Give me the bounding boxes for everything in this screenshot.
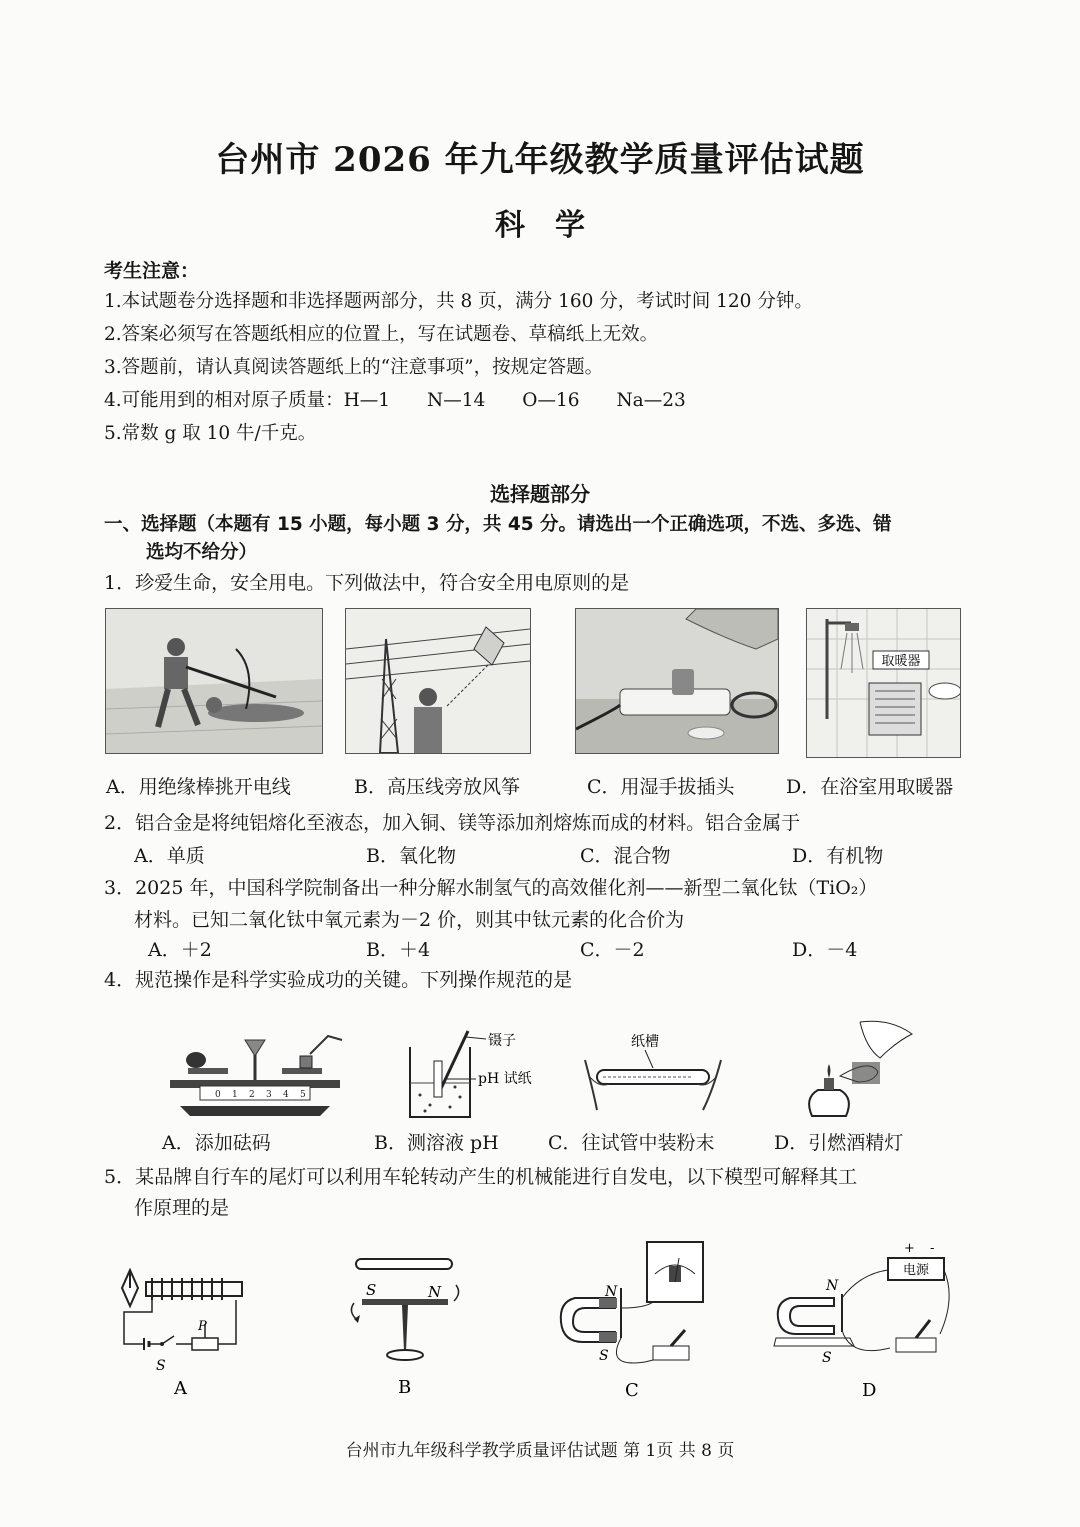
- q1-stem: 1．珍爱生命，安全用电。下列做法中，符合安全用电原则的是: [104, 572, 630, 594]
- notice-heading: 考生注意：: [104, 260, 200, 282]
- q3-stem-line2: 材料。已知二氧化钛中氧元素为－2 价，则其中钛元素的化合价为: [134, 909, 685, 931]
- paper-trough-label: 纸槽: [631, 1034, 659, 1050]
- notice-item-1: 1.本试题卷分选择题和非选择题两部分，共 8 页，满分 160 分，考试时间 120 分钟。: [104, 291, 813, 312]
- q5-d-power-label: 电源: [902, 1263, 930, 1278]
- q5-d-s-label: S: [822, 1350, 832, 1366]
- q3-option-d: D．－4: [792, 939, 858, 961]
- q2-option-d: D．有机物: [792, 845, 884, 867]
- q2-stem: 2．铝合金是将纯铝熔化至液态，加入铜、镁等添加剂熔炼而成的材料。铝合金属于: [104, 812, 801, 834]
- q5-figure-d-label: D: [862, 1380, 877, 1401]
- q5-c-n-label: N: [605, 1284, 618, 1300]
- q4-figure-c-tube: [583, 1030, 723, 1120]
- q3-option-a: A．＋2: [148, 939, 212, 961]
- q5-b-n-label: N: [428, 1283, 442, 1301]
- q5-figure-b-label: B: [398, 1377, 412, 1398]
- scale-tick-2: 2: [249, 1090, 255, 1100]
- notice-item-2: 2.答案必须写在答题纸相应的位置上，写在试题卷、草稿纸上无效。: [104, 324, 659, 345]
- q2-option-b: B．氧化物: [366, 845, 456, 867]
- q5-figure-c-label: C: [625, 1380, 639, 1401]
- notice-item-4: 4.可能用到的相对原子质量：H—1 N—14 O—16 Na—23: [104, 390, 686, 411]
- q1-option-d: D．在浴室用取暖器: [786, 776, 954, 798]
- q5-stem-line2: 作原理的是: [134, 1197, 230, 1219]
- q5-d-n-label: N: [826, 1278, 839, 1294]
- q3-stem-line1: 3．2025 年，中国科学院制备出一种分解水制氢气的高效催化剂——新型二氧化钛（TiO₂）: [104, 877, 878, 899]
- q5-c-s-label: S: [599, 1348, 609, 1364]
- page-title: 台州市 2026 年九年级教学质量评估试题: [215, 140, 865, 180]
- scale-tick-4: 4: [283, 1090, 289, 1100]
- q4-figure-b-ph: [400, 1025, 560, 1125]
- q3-option-c: C．－2: [580, 939, 645, 961]
- ph-paper-label: pH 试纸: [478, 1071, 532, 1087]
- q5-figure-b: [340, 1255, 470, 1400]
- q4-figure-d-lamp: [800, 1018, 920, 1122]
- q4-stem: 4．规范操作是科学实验成功的关键。下列操作规范的是: [104, 969, 573, 991]
- subject-title: 科 学: [495, 208, 585, 243]
- q1-option-c: C．用湿手拔插头: [587, 776, 735, 798]
- q5-d-minus-label: -: [930, 1241, 935, 1256]
- q1-figure-b: [345, 608, 531, 754]
- q5-b-s-label: S: [366, 1281, 377, 1299]
- q1-option-b: B．高压线旁放风筝: [354, 776, 520, 798]
- scale-tick-3: 3: [266, 1090, 272, 1100]
- scale-tick-1: 1: [232, 1090, 238, 1100]
- q4-option-b: B．测溶液 pH: [374, 1132, 499, 1154]
- q2-option-a: A．单质: [134, 845, 205, 867]
- q1-figure-c: [575, 608, 779, 754]
- q5-figure-d: [770, 1238, 960, 1403]
- q5-a-p-label: P: [198, 1319, 207, 1334]
- q5-figure-c: [555, 1238, 715, 1403]
- section-title: 选择题部分: [490, 482, 590, 506]
- q1-figure-d: [806, 608, 961, 758]
- tweezers-label: 镊子: [488, 1033, 516, 1049]
- q4-figure-a-balance: [160, 1030, 350, 1120]
- q5-stem-line1: 5．某品牌自行车的尾灯可以利用车轮转动产生的机械能进行自发电，以下模型可解释其工: [104, 1166, 858, 1188]
- q4-option-c: C．往试管中装粉末: [548, 1132, 715, 1154]
- q2-option-c: C．混合物: [580, 845, 671, 867]
- q5-figure-a-label: A: [174, 1378, 187, 1398]
- notice-item-5: 5.常数 g 取 10 牛/千克。: [104, 423, 317, 444]
- page-footer: 台州市九年级科学教学质量评估试题 第 1页 共 8 页: [345, 1441, 735, 1461]
- heater-label: 取暖器: [881, 654, 921, 669]
- scale-tick-0: 0: [215, 1090, 221, 1100]
- q5-d-plus-label: +: [904, 1241, 915, 1256]
- q1-figure-a: [105, 608, 323, 754]
- q1-option-a: A．用绝缘棒挑开电线: [106, 776, 291, 798]
- section-instruction-1: 一、选择题（本题有 15 小题，每小题 3 分，共 45 分。请选出一个正确选项，不选、多选、错: [104, 514, 892, 535]
- notice-item-3: 3.答题前，请认真阅读答题纸上的“注意事项”，按规定答题。: [104, 357, 604, 378]
- q4-option-d: D．引燃酒精灯: [774, 1132, 904, 1154]
- q3-option-b: B．＋4: [366, 939, 431, 961]
- q4-option-a: A．添加砝码: [162, 1132, 271, 1154]
- section-instruction-2: 选均不给分）: [146, 542, 258, 563]
- scale-tick-5: 5: [300, 1090, 306, 1100]
- q5-a-s-label: S: [156, 1358, 166, 1374]
- q5-figure-a: [112, 1268, 252, 1398]
